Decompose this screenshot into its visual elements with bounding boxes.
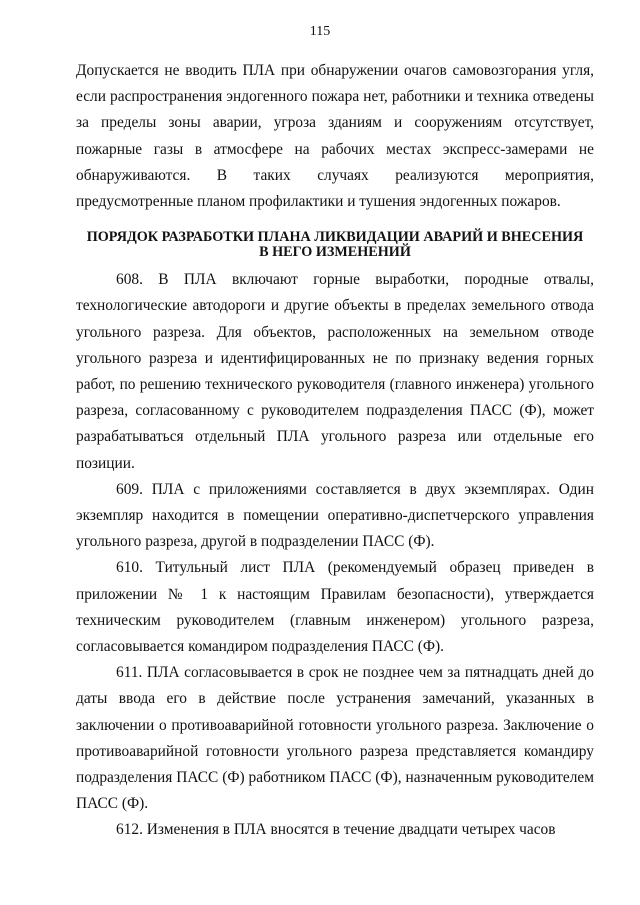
paragraph-text: Изменения в ПЛА вносятся в течение двадцати четырех часов xyxy=(146,821,556,839)
paragraph-611 xyxy=(76,660,594,817)
paragraph-number: 610. xyxy=(116,559,143,577)
section-heading-line-1: ПОРЯДОК РАЗРАБОТКИ ПЛАНА ЛИКВИДАЦИИ АВАРИЙ И ВНЕСЕНИЯ xyxy=(86,229,584,246)
section-heading-line-2: В НЕГО ИЗМЕНЕНИЙ xyxy=(259,244,411,261)
paragraph-number: 609. xyxy=(116,480,143,498)
paragraph-text: ПЛА согласовывается в срок не позднее чем за пятнадцать дней до даты ввода его в действие после устранения замечаний, указанных в заключении о противоаварийной готовности угольного разреза. Заключение о противоаварийной готовности угольного разреза представляется командиру подразделения ПАСС (Ф) работником ПАСС (Ф), назначенным руководителем ПАСС (Ф). xyxy=(76,664,594,813)
paragraph-text: ПЛА с приложениями составляется в двух экземплярах. Один экземпляр находится в помещении оперативно-диспетчерского управления угольного разреза, другой в подразделении ПАСС (Ф). xyxy=(76,480,594,551)
page-number: 115 xyxy=(309,24,331,39)
paragraph-609 xyxy=(76,477,594,556)
paragraph-number: 611. xyxy=(116,664,143,682)
intro-paragraph: Допускается не вводить ПЛА при обнаружении очагов самовозгорания угля, если распространения эндогенного пожара нет, работники и техника отведены за пределы зоны аварии, угроза зданиям и сооружениям отсутствует, пожарные газы в атмосфере на рабочих местах экспресс-замерами не обнаруживаются. В таких случаях реализуются мероприятия, предусмотренные планом профилактики и тушения эндогенных пожаров. xyxy=(76,62,594,211)
paragraph-612 xyxy=(76,817,594,843)
paragraph-text: В ПЛА включают горные выработки, породные отвалы, технологические автодороги и другие объекты в пределах земельного отвода угольного разреза. Для объектов, расположенных на земельном отводе угольного разреза и идентифицированных не по признаку ведения горных работ, по решению технического руководителя (главного инженера) угольного разреза, согласованному с руководителем подразделения ПАСС (Ф), может разрабатываться отдельный ПЛА угольного разреза или отдельные его позиции. xyxy=(76,271,594,472)
document-body xyxy=(76,58,594,844)
paragraph-number: 608. xyxy=(116,271,143,289)
paragraph-608 xyxy=(76,267,594,477)
section-heading xyxy=(76,230,594,260)
paragraph-number: 612. xyxy=(116,821,143,839)
paragraph-610 xyxy=(76,555,594,660)
paragraph-text: Титульный лист ПЛА (рекомендуемый образец приведен в приложении № 1 к настоящим Правилам безопасности), утверждается техническим руководителем (главным инженером) угольного разреза, согласовывается командиром подразделения ПАСС (Ф). xyxy=(76,559,594,656)
